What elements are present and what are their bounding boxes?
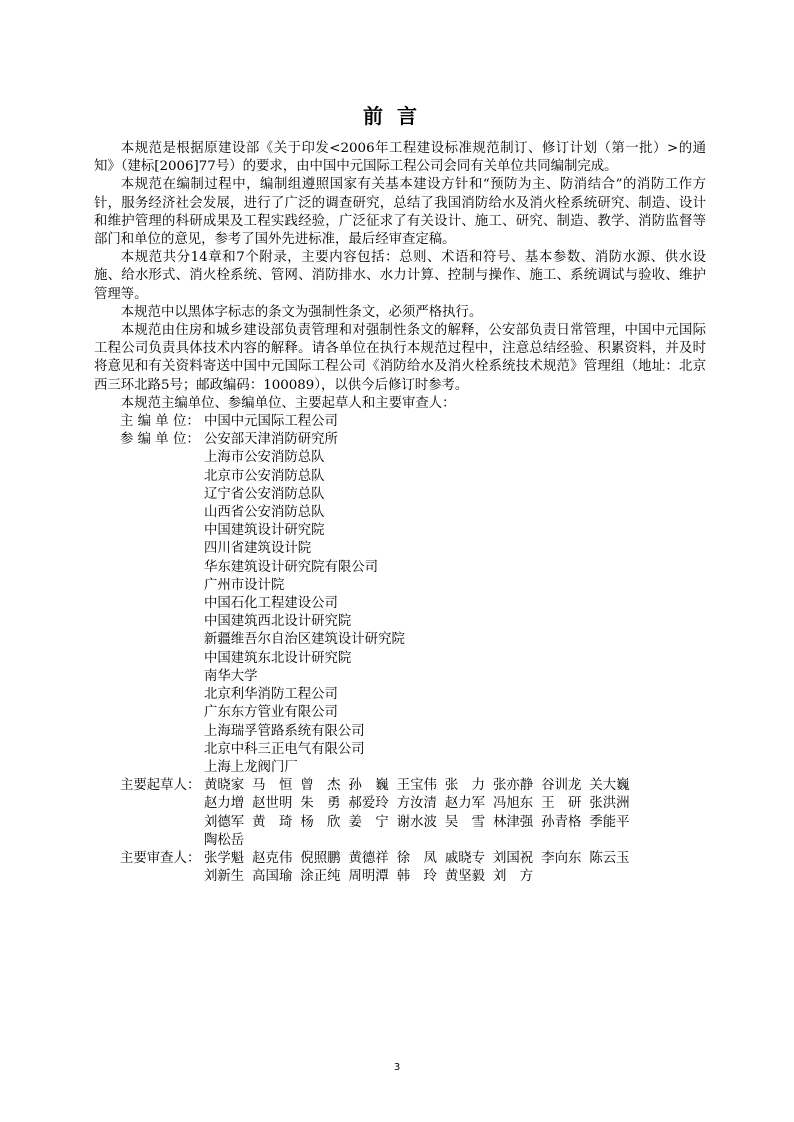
page-number: 3 [393,1062,401,1073]
person-name: 黄坚毅 [444,869,486,885]
person-name: 谷训龙 [541,778,582,794]
person-name: 赵力增 [204,796,245,812]
page-title: 前言 [363,104,431,128]
participating-unit: 上海市公安消防总队 [204,450,325,466]
reviewers-label: 主要审查人： [120,850,201,866]
person-name: 季能平 [589,814,630,830]
participating-unit: 中国建筑西北设计研究院 [204,614,352,630]
paragraph-contents: 本规范共分14章和7个附录，主要内容包括：总则、术语和符号、基本参数、消防水源、供水设施、给水形式、消火栓系统、管网、消防排水、水力计算、控制与操作、施工、系统调试与验收、维护管理等。 [94,250,706,302]
drafters-list [204,777,706,850]
person-name: 刘国祝 [493,850,534,866]
person-name: 陶松岳 [204,832,245,848]
person-name: 黄德祥 [348,850,389,866]
participating-unit: 上海上龙阀门厂 [204,759,298,775]
person-name: 赵力军 [444,796,486,812]
person-name: 韩 玲 [396,869,437,885]
person-name: 方汝清 [396,796,437,812]
participating-unit: 辽宁省公安消防总队 [204,486,325,502]
preface-body [94,140,706,886]
person-name: 王 研 [541,796,582,812]
person-name: 吴 雪 [444,814,486,830]
participating-unit: 四川省建筑设计院 [204,541,312,557]
person-name: 涂正纯 [300,869,341,885]
participating-unit: 广州市设计院 [204,577,285,593]
person-name: 刘 方 [493,869,534,885]
reviewers-row [94,850,706,886]
participating-units-list [204,431,706,777]
chief-unit-value: 中国中元国际工程公司 [204,414,338,430]
person-name: 高国瑜 [252,869,293,885]
drafters-row [94,777,706,850]
person-name: 戚晓专 [444,850,486,866]
participating-unit: 北京利华消防工程公司 [204,687,338,703]
drafters-line [204,832,706,850]
person-name: 郝爱玲 [348,796,389,812]
paragraph-units-intro: 本规范主编单位、参编单位、主要起草人和主要审查人： [120,395,456,411]
person-name: 赵克伟 [252,850,293,866]
participating-unit: 华东建筑设计研究院有限公司 [204,559,379,575]
person-name: 李向东 [541,850,582,866]
paragraph-management: 本规范由住房和城乡建设部负责管理和对强制性条文的解释，公安部负责日常管理，中国中元国际工程公司负责具体技术内容的解释。请各单位在执行本规范过程中，注意总结经验、积累资料，并及时将意见和有关资料寄送中国中元国际工程公司《消防给水及消火栓系统技术规范》管理组（地址：北京西三环北路5号；邮政编码：100089），以供今后修订时参考。 [94,323,706,393]
person-name: 陈云玉 [589,850,630,866]
drafters-line [204,814,706,832]
drafters-line [204,795,706,813]
person-name: 马 恒 [252,778,293,794]
person-name: 刘德军 [204,814,245,830]
person-name: 周明潭 [348,869,389,885]
person-name: 张 力 [444,778,486,794]
person-name: 黄晓家 [204,778,245,794]
person-name: 黄 琦 [252,814,293,830]
participating-unit: 北京市公安消防总队 [204,468,325,484]
person-name: 刘新生 [204,869,245,885]
person-name: 张亦静 [493,778,534,794]
person-name: 关大巍 [589,778,630,794]
chief-unit-label: 主 编 单 位： [120,414,200,430]
participating-unit: 南华大学 [204,668,258,684]
person-name: 姜 宁 [348,814,389,830]
participating-unit: 公安部天津消防研究所 [204,432,338,448]
person-name: 曾 杰 [300,778,341,794]
person-name: 倪照鹏 [300,850,341,866]
person-name: 谢水波 [396,814,437,830]
person-name: 张学魁 [204,850,245,866]
participating-unit: 山西省公安消防总队 [204,505,325,521]
drafters-line [204,777,706,795]
paragraph-mandatory: 本规范中以黑体字标志的条文为强制性条文，必须严格执行。 [120,304,483,320]
participating-unit: 上海瑞孚管路系统有限公司 [204,723,365,739]
reviewers-line [204,850,706,868]
person-name: 王宝伟 [396,778,437,794]
reviewers-line [204,868,706,886]
participating-unit: 中国石化工程建设公司 [204,596,338,612]
participating-units-label: 参 编 单 位： [120,432,200,448]
paragraph-process: 本规范在编制过程中，编制组遵照国家有关基本建设方针和“预防为主、防消结合”的消防工作方针，服务经济社会发展，进行了广泛的调查研究，总结了我国消防给水及消火栓系统研究、制造、设计和维护管理的科研成果及工程实践经验，广泛征求了有关设计、施工、研究、制造、教学、消防监督等部门和单位的意见，参考了国外先进标准，最后经审查定稿。 [94,177,706,248]
participating-unit: 新疆维吾尔自治区建筑设计研究院 [204,632,405,648]
drafters-label: 主要起草人： [120,778,201,794]
person-name: 张洪洲 [589,796,630,812]
paragraph-basis: 本规范是根据原建设部《关于印发<2006年工程建设标准规范制订、修订计划（第一批）>的通知》（建标[2006]77号）的要求，由中国中元国际工程公司会同有关单位共同编制完成。 [94,141,706,175]
participating-unit: 中国建筑设计研究院 [204,523,325,539]
person-name: 冯旭东 [493,796,534,812]
participating-units-row [94,431,706,777]
person-name: 赵世明 [252,796,293,812]
person-name: 徐 凤 [396,850,437,866]
participating-unit: 中国建筑东北设计研究院 [204,650,352,666]
person-name: 孙青格 [541,814,582,830]
person-name: 林津强 [493,814,534,830]
participating-unit: 北京中科三正电气有限公司 [204,741,365,757]
person-name: 孙 巍 [348,778,389,794]
reviewers-list [204,850,706,886]
person-name: 朱 勇 [300,796,341,812]
participating-unit: 广东东方管业有限公司 [204,705,338,721]
person-name: 杨 欣 [300,814,341,830]
chief-unit-row [94,413,706,431]
